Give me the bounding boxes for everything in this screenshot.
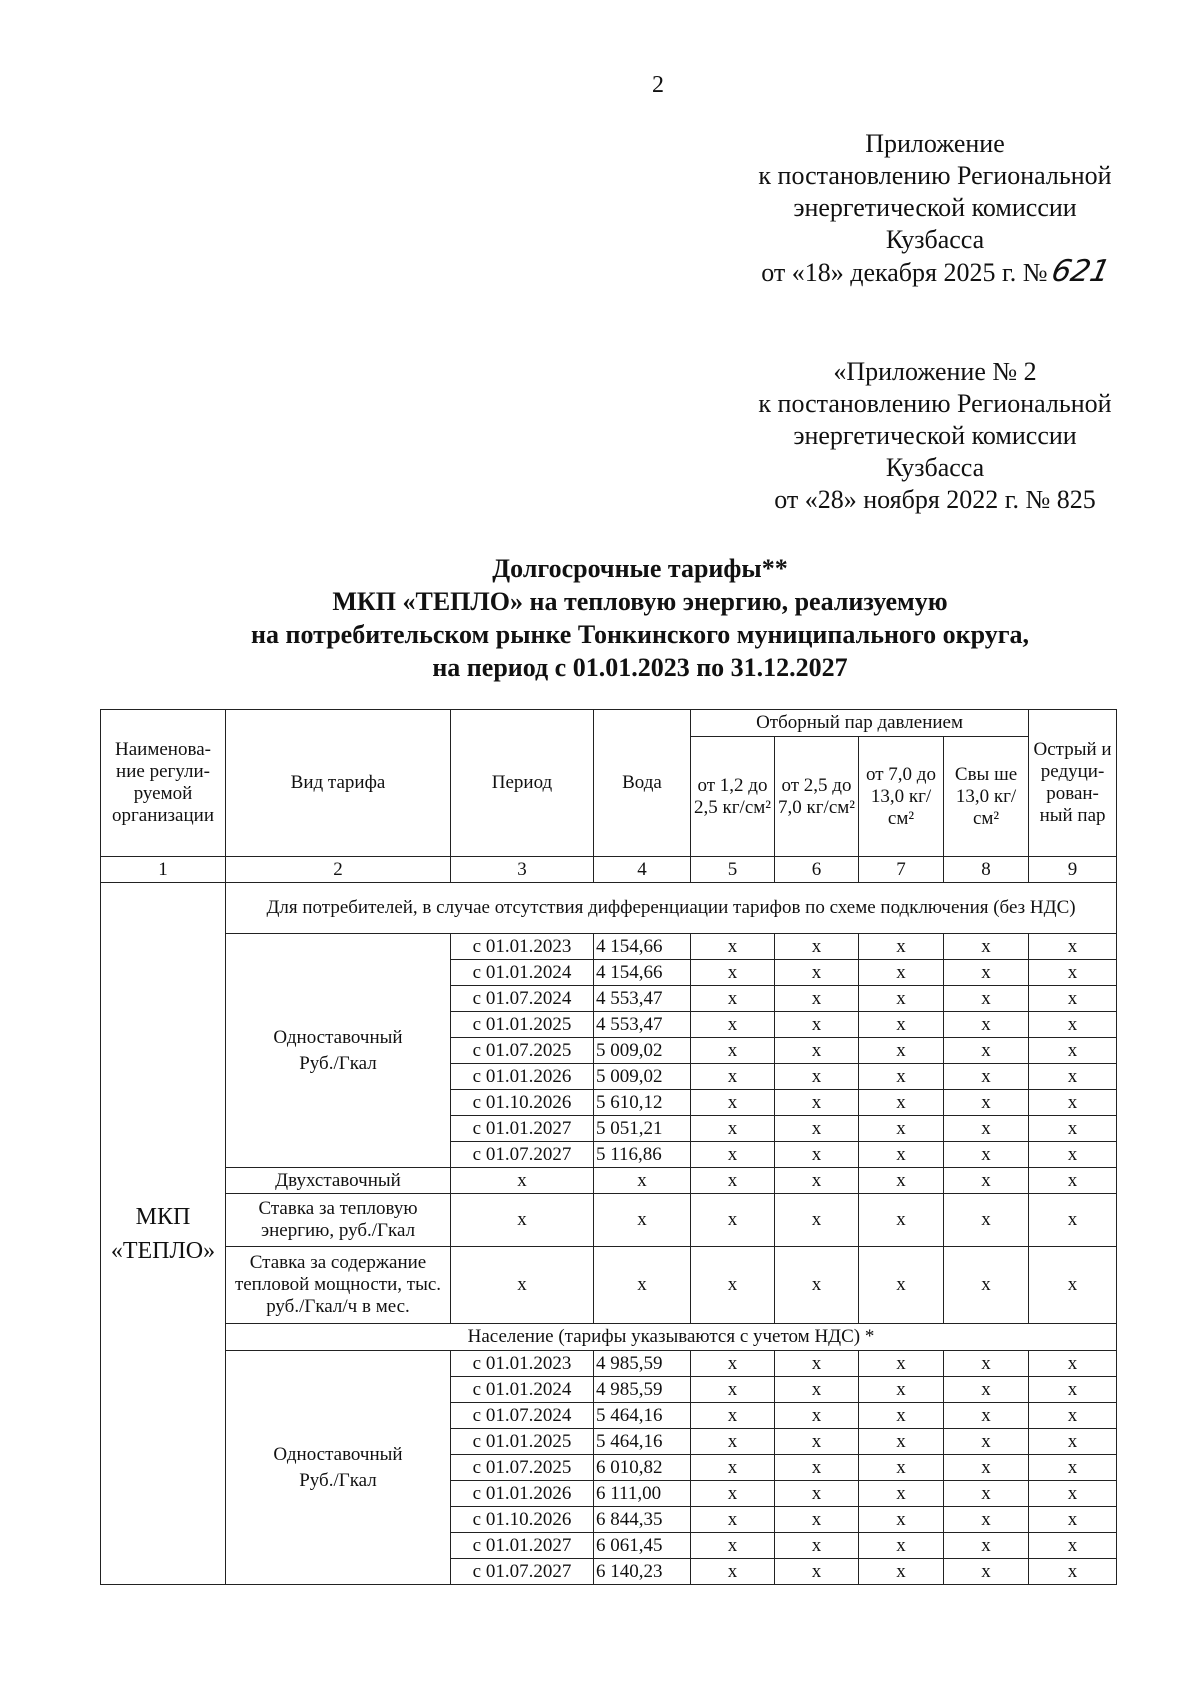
appendix-line: энергетической комиссии [793, 193, 1077, 222]
cross-mark: x [944, 1455, 1029, 1481]
title-line: на период с 01.01.2023 по 31.12.2027 [432, 653, 848, 682]
cross-mark: x [1029, 1142, 1117, 1168]
cross-mark: x [859, 1377, 944, 1403]
cross-mark: x [775, 1507, 859, 1533]
cross-mark: x [944, 934, 1029, 960]
appendix-line: Приложение [865, 129, 1005, 158]
period-cell: с 01.07.2027 [451, 1559, 594, 1585]
header-steam-3: от 7,0 до 13,0 кг/см² [859, 737, 944, 857]
cross-mark: x [859, 1090, 944, 1116]
water-tariff-cell: 4 154,66 [594, 960, 691, 986]
cross-mark: x [944, 1194, 1029, 1247]
cross-mark: x [944, 1012, 1029, 1038]
cross-mark: x [1029, 1012, 1117, 1038]
cross-mark: x [1029, 1377, 1117, 1403]
water-tariff-cell: 5 009,02 [594, 1038, 691, 1064]
period-cell: с 01.01.2027 [451, 1533, 594, 1559]
period-cell: с 01.10.2026 [451, 1090, 594, 1116]
cross-mark: x [859, 960, 944, 986]
cross-mark: x [1029, 1090, 1117, 1116]
section1-title: Для потребителей, в случае отсутствия дифференциации тарифов по схеме подключения (без НДС) [226, 883, 1117, 934]
cross-mark: x [1029, 960, 1117, 986]
cross-mark: x [1029, 934, 1117, 960]
cross-mark: x [691, 1142, 775, 1168]
cross-mark: x [451, 1194, 594, 1247]
cross-mark: x [944, 1064, 1029, 1090]
cross-mark: x [1029, 1533, 1117, 1559]
cross-mark: x [859, 1455, 944, 1481]
cross-mark: x [1029, 1507, 1117, 1533]
cross-mark: x [859, 1533, 944, 1559]
page-number: 2 [652, 72, 664, 98]
appendix-date-line [720, 256, 1150, 289]
cross-mark: x [594, 1168, 691, 1194]
cross-mark: x [775, 1247, 859, 1324]
appendix-line: Кузбасса [885, 453, 985, 482]
column-number: 6 [775, 857, 859, 883]
two-rate-label: Двухставочный [226, 1168, 451, 1194]
appendix-line: энергетической комиссии [793, 421, 1077, 450]
tariff-table [100, 709, 1117, 1585]
water-tariff-cell: 6 061,45 [594, 1533, 691, 1559]
cross-mark: x [944, 1351, 1029, 1377]
cross-mark: x [1029, 1403, 1117, 1429]
title-line: Долгосрочные тарифы** [492, 554, 788, 583]
cross-mark: x [775, 1142, 859, 1168]
period-cell: с 01.01.2026 [451, 1481, 594, 1507]
cross-mark: x [691, 1090, 775, 1116]
cross-mark: x [775, 986, 859, 1012]
cross-mark: x [691, 1403, 775, 1429]
handwritten-number-signature: 621 [1047, 254, 1113, 289]
period-cell: с 01.07.2024 [451, 986, 594, 1012]
cross-mark: x [859, 1351, 944, 1377]
capacity-rate-label: Ставка за содержание тепловой мощности, тыс. руб./Гкал/ч в мес. [226, 1247, 451, 1324]
column-number: 5 [691, 857, 775, 883]
cross-mark: x [775, 934, 859, 960]
water-tariff-cell: 6 140,23 [594, 1559, 691, 1585]
cross-mark: x [691, 1247, 775, 1324]
water-tariff-cell: 6 010,82 [594, 1455, 691, 1481]
cross-mark: x [691, 934, 775, 960]
water-tariff-cell: 4 985,59 [594, 1377, 691, 1403]
header-steam-1: от 1,2 до 2,5 кг/см² [691, 737, 775, 857]
cross-mark: x [944, 1533, 1029, 1559]
cross-mark: x [775, 1559, 859, 1585]
cross-mark: x [944, 1507, 1029, 1533]
cross-mark: x [1029, 1194, 1117, 1247]
water-tariff-cell: 4 154,66 [594, 934, 691, 960]
water-tariff-cell: 4 553,47 [594, 986, 691, 1012]
cross-mark: x [944, 1038, 1029, 1064]
cross-mark: x [859, 1559, 944, 1585]
cross-mark: x [775, 1429, 859, 1455]
period-cell: с 01.07.2024 [451, 1403, 594, 1429]
cross-mark: x [944, 1168, 1029, 1194]
period-cell: с 01.01.2023 [451, 934, 594, 960]
cross-mark: x [775, 1064, 859, 1090]
cross-mark: x [859, 1429, 944, 1455]
water-tariff-cell: 6 844,35 [594, 1507, 691, 1533]
cross-mark: x [775, 1116, 859, 1142]
period-cell: с 01.10.2026 [451, 1507, 594, 1533]
cross-mark: x [691, 1455, 775, 1481]
cross-mark: x [859, 1142, 944, 1168]
document-title [200, 552, 1080, 684]
cross-mark: x [859, 1038, 944, 1064]
cross-mark: x [691, 1481, 775, 1507]
period-cell: с 01.01.2024 [451, 1377, 594, 1403]
cross-mark: x [775, 1481, 859, 1507]
cross-mark: x [594, 1247, 691, 1324]
cross-mark: x [775, 1351, 859, 1377]
single-rate-label: Одноставочный Руб./Гкал [226, 934, 451, 1168]
cross-mark: x [1029, 1481, 1117, 1507]
period-cell: с 01.07.2027 [451, 1142, 594, 1168]
header-steam-group: Отборный пар давлением [691, 710, 1029, 737]
period-cell: с 01.01.2024 [451, 960, 594, 986]
cross-mark: x [859, 1064, 944, 1090]
cross-mark: x [944, 1429, 1029, 1455]
cross-mark: x [1029, 1038, 1117, 1064]
water-tariff-cell: 5 610,12 [594, 1090, 691, 1116]
cross-mark: x [775, 1090, 859, 1116]
appendix-line: к постановлению Региональной [758, 389, 1112, 418]
appendix-line: от «28» ноября 2022 г. № 825 [774, 485, 1096, 514]
cross-mark: x [859, 1194, 944, 1247]
cross-mark: x [775, 1533, 859, 1559]
column-number: 1 [101, 857, 226, 883]
water-tariff-cell: 5 116,86 [594, 1142, 691, 1168]
cross-mark: x [944, 1090, 1029, 1116]
water-tariff-cell: 6 111,00 [594, 1481, 691, 1507]
appendix-original [720, 356, 1150, 516]
cross-mark: x [775, 1038, 859, 1064]
organization-cell: МКП «ТЕПЛО» [101, 883, 226, 1585]
water-tariff-cell: 4 985,59 [594, 1351, 691, 1377]
cross-mark: x [859, 1012, 944, 1038]
cross-mark: x [1029, 1351, 1117, 1377]
cross-mark: x [944, 986, 1029, 1012]
cross-mark: x [1029, 1116, 1117, 1142]
cross-mark: x [691, 960, 775, 986]
cross-mark: x [944, 1403, 1029, 1429]
cross-mark: x [775, 1012, 859, 1038]
cross-mark: x [944, 1481, 1029, 1507]
heat-rate-label: Ставка за тепловую энергию, руб./Гкал [226, 1194, 451, 1247]
water-tariff-cell: 5 464,16 [594, 1403, 691, 1429]
cross-mark: x [451, 1168, 594, 1194]
cross-mark: x [944, 1116, 1029, 1142]
period-cell: с 01.01.2027 [451, 1116, 594, 1142]
cross-mark: x [691, 1507, 775, 1533]
cross-mark: x [775, 1168, 859, 1194]
cross-mark: x [691, 1533, 775, 1559]
cross-mark: x [775, 1194, 859, 1247]
cross-mark: x [1029, 1247, 1117, 1324]
cross-mark: x [691, 1429, 775, 1455]
cross-mark: x [1029, 1168, 1117, 1194]
period-cell: с 01.07.2025 [451, 1038, 594, 1064]
cross-mark: x [775, 960, 859, 986]
column-number: 9 [1029, 857, 1117, 883]
appendix-current [720, 128, 1150, 289]
single-rate-label: Одноставочный Руб./Гкал [226, 1351, 451, 1585]
cross-mark: x [944, 1559, 1029, 1585]
header-tariff-type: Вид тарифа [226, 710, 451, 857]
period-cell: с 01.01.2023 [451, 1351, 594, 1377]
period-cell: с 01.01.2025 [451, 1429, 594, 1455]
section2-title: Население (тарифы указываются с учетом НДС) * [226, 1324, 1117, 1351]
cross-mark: x [775, 1377, 859, 1403]
appendix-line: Кузбасса [885, 225, 985, 254]
cross-mark: x [775, 1455, 859, 1481]
cross-mark: x [691, 986, 775, 1012]
cross-mark: x [691, 1194, 775, 1247]
period-cell: с 01.07.2025 [451, 1455, 594, 1481]
cross-mark: x [1029, 1064, 1117, 1090]
header-steam-4: Свы ше 13,0 кг/см² [944, 737, 1029, 857]
cross-mark: x [859, 934, 944, 960]
header-steam-2: от 2,5 до 7,0 кг/см² [775, 737, 859, 857]
cross-mark: x [691, 1168, 775, 1194]
cross-mark: x [859, 1507, 944, 1533]
cross-mark: x [691, 1377, 775, 1403]
cross-mark: x [944, 1142, 1029, 1168]
title-line: МКП «ТЕПЛО» на тепловую энергию, реализуемую [332, 587, 948, 616]
header-period: Период [451, 710, 594, 857]
column-number: 3 [451, 857, 594, 883]
cross-mark: x [1029, 986, 1117, 1012]
column-number: 2 [226, 857, 451, 883]
cross-mark: x [691, 1116, 775, 1142]
cross-mark: x [594, 1194, 691, 1247]
cross-mark: x [944, 1377, 1029, 1403]
header-water: Вода [594, 710, 691, 857]
cross-mark: x [451, 1247, 594, 1324]
header-org: Наименова-ние регули-руемой организации [101, 710, 226, 857]
title-line: на потребительском рынке Тонкинского муниципального округа, [251, 620, 1029, 649]
cross-mark: x [859, 986, 944, 1012]
cross-mark: x [859, 1247, 944, 1324]
cross-mark: x [1029, 1429, 1117, 1455]
water-tariff-cell: 5 051,21 [594, 1116, 691, 1142]
water-tariff-cell: 5 009,02 [594, 1064, 691, 1090]
appendix-line: к постановлению Региональной [758, 161, 1112, 190]
cross-mark: x [859, 1481, 944, 1507]
cross-mark: x [691, 1351, 775, 1377]
header-sharp-steam: Острый и редуци-рован-ный пар [1029, 710, 1117, 857]
appendix-date: от «18» декабря 2025 г. № [761, 258, 1048, 287]
cross-mark: x [691, 1064, 775, 1090]
period-cell: с 01.01.2025 [451, 1012, 594, 1038]
cross-mark: x [859, 1168, 944, 1194]
water-tariff-cell: 4 553,47 [594, 1012, 691, 1038]
cross-mark: x [859, 1116, 944, 1142]
cross-mark: x [691, 1559, 775, 1585]
period-cell: с 01.01.2026 [451, 1064, 594, 1090]
column-number: 8 [944, 857, 1029, 883]
cross-mark: x [775, 1403, 859, 1429]
appendix-line: «Приложение № 2 [833, 357, 1037, 386]
cross-mark: x [691, 1038, 775, 1064]
water-tariff-cell: 5 464,16 [594, 1429, 691, 1455]
cross-mark: x [944, 1247, 1029, 1324]
column-number: 4 [594, 857, 691, 883]
cross-mark: x [1029, 1559, 1117, 1585]
cross-mark: x [691, 1012, 775, 1038]
cross-mark: x [1029, 1455, 1117, 1481]
column-number: 7 [859, 857, 944, 883]
cross-mark: x [944, 960, 1029, 986]
cross-mark: x [859, 1403, 944, 1429]
